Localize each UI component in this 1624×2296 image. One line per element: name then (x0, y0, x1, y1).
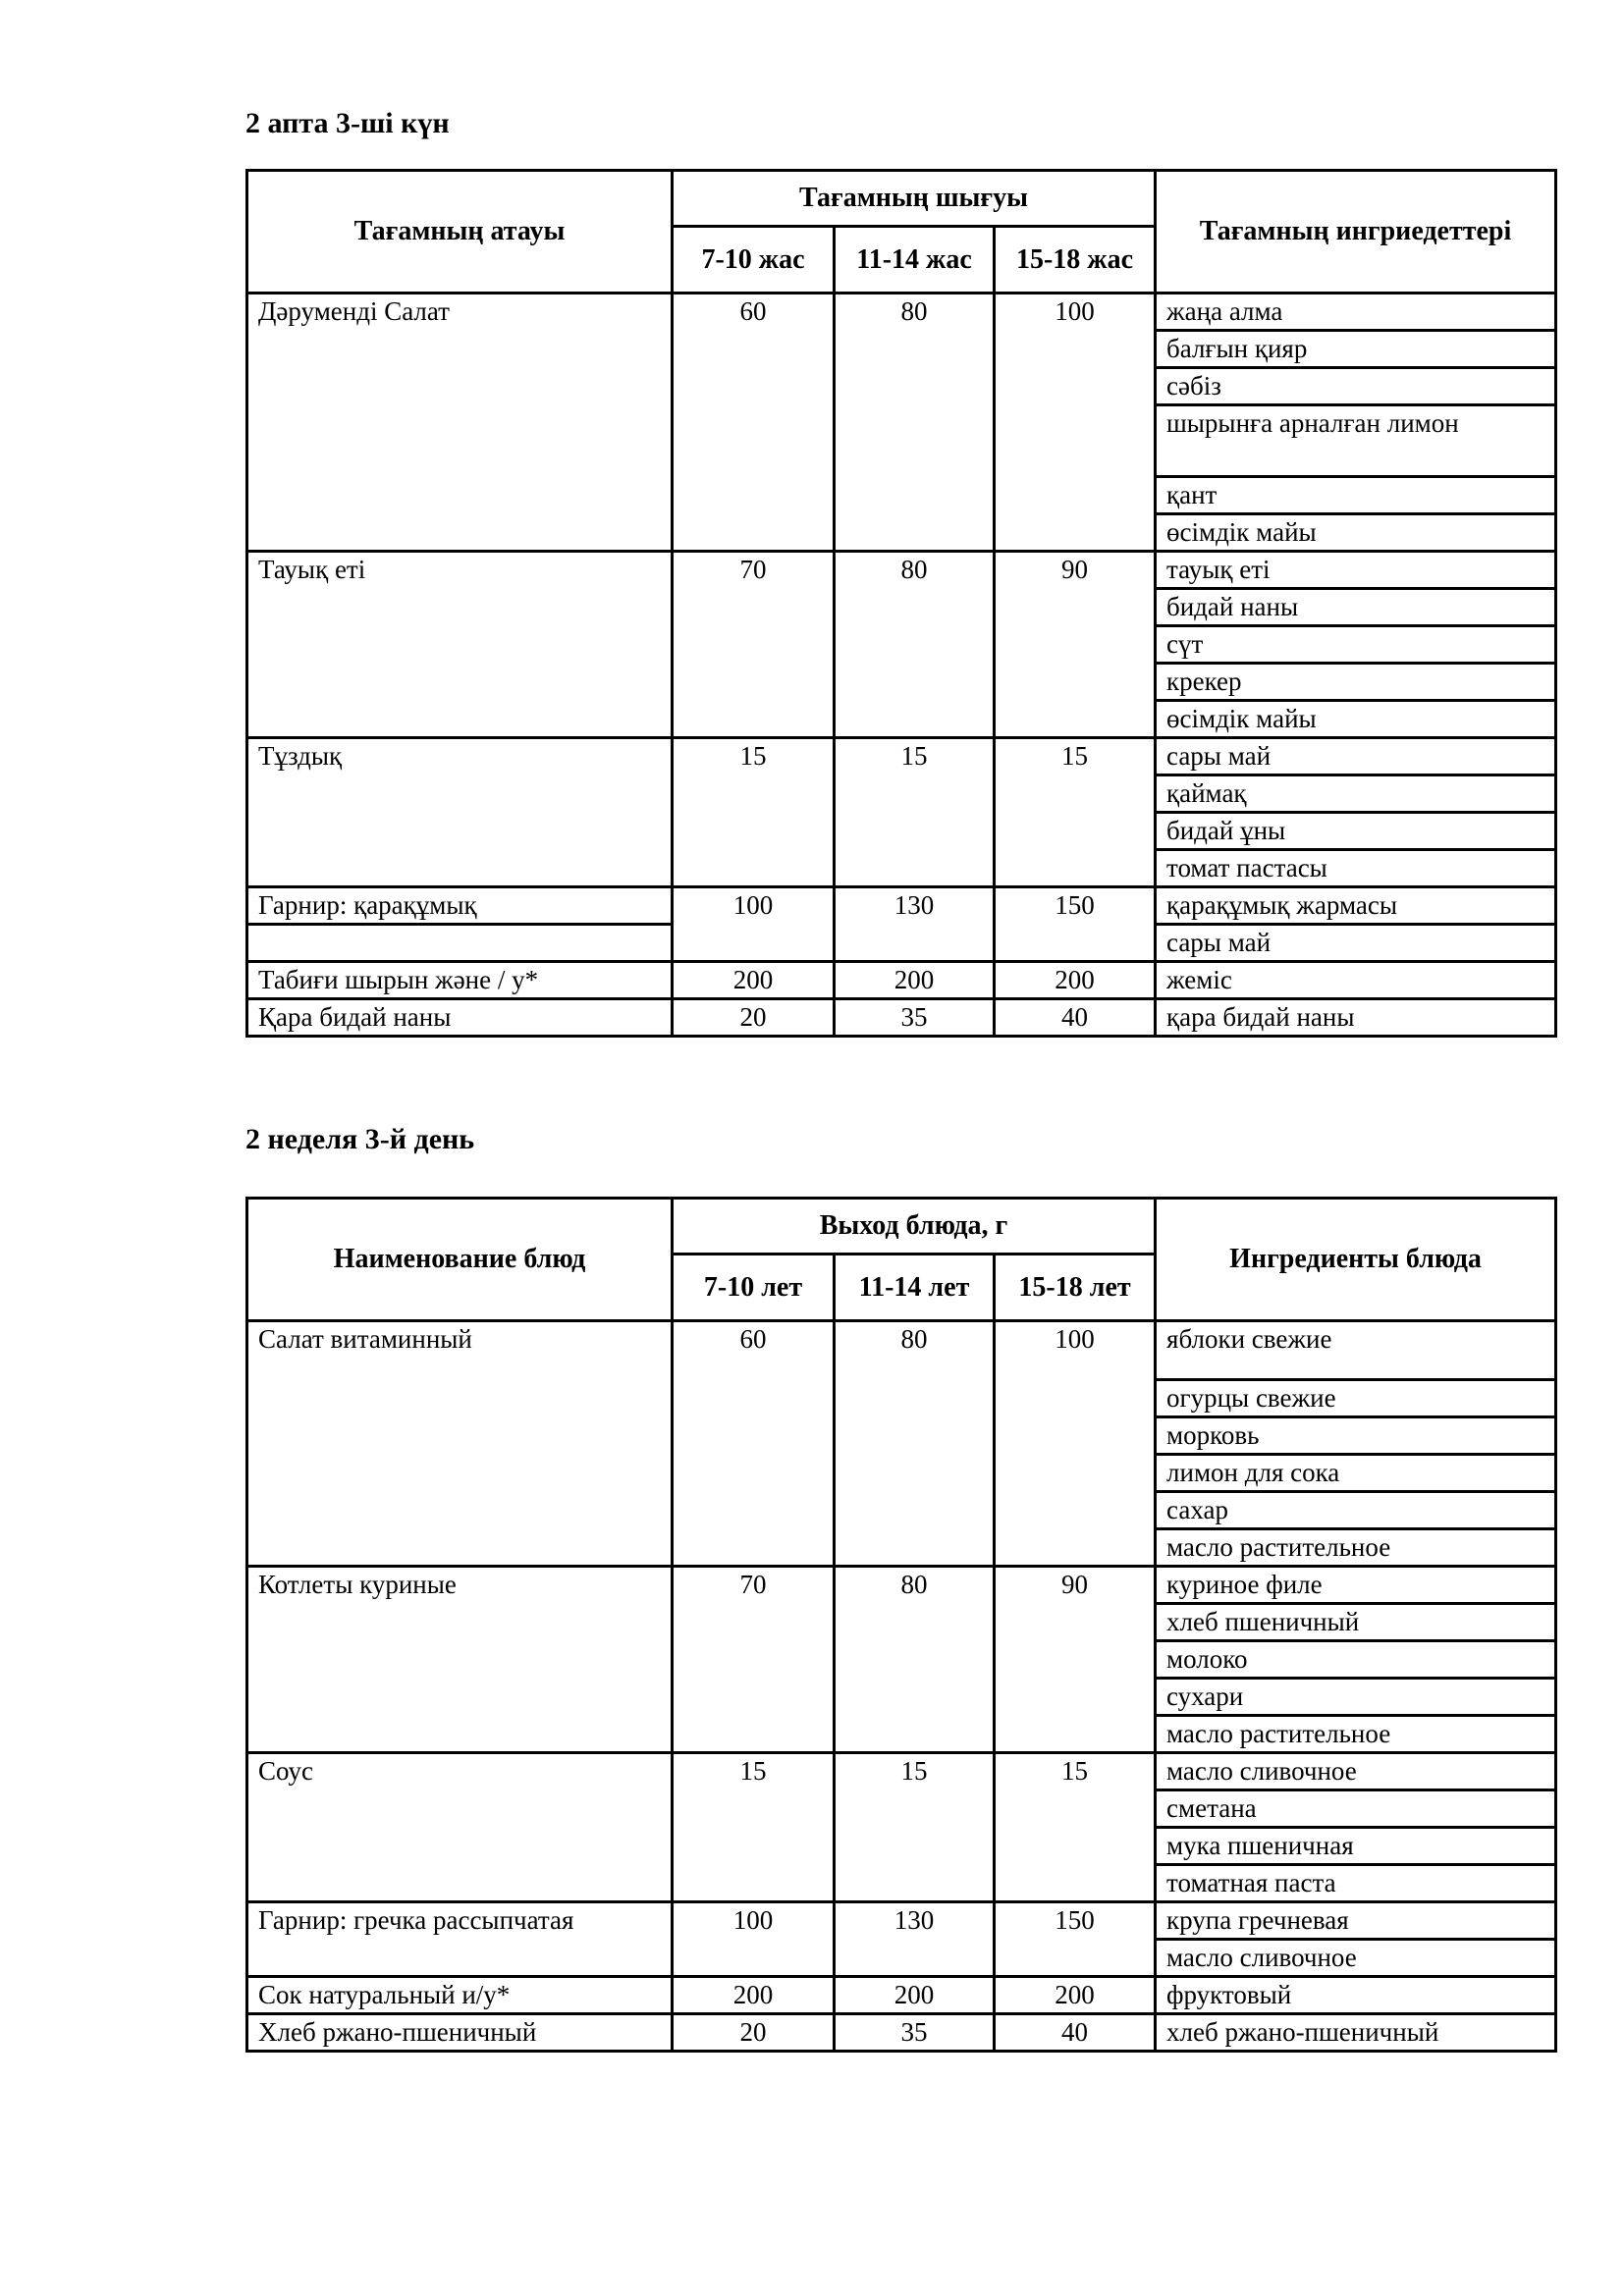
portion-cell: 150 (995, 887, 1156, 962)
dish-name-cell: Тауық еті (247, 552, 673, 738)
ingredient-cell: яблоки свежие (1156, 1321, 1556, 1380)
ingredient-cell: морковь (1156, 1417, 1556, 1455)
ingredient-cell: сәбіз (1156, 368, 1556, 405)
portion-cell: 90 (995, 1567, 1156, 1753)
portion-cell: 80 (835, 1567, 995, 1753)
section-heading: 2 апта 3-ші күн (245, 107, 450, 139)
portion-cell: 90 (995, 552, 1156, 738)
menu-table (245, 169, 1557, 1038)
dish-name-cell: Котлеты куриные (247, 1567, 673, 1753)
section-heading: 2 неделя 3-й день (245, 1123, 475, 1155)
portion-cell: 100 (673, 887, 835, 962)
portion-cell: 15 (995, 738, 1156, 887)
ingredient-cell: сметана (1156, 1790, 1556, 1828)
ingredient-cell: лимон для сока (1156, 1455, 1556, 1492)
ingredient-cell: хлеб пшеничный (1156, 1604, 1556, 1641)
ingredient-cell: хлеб ржано-пшеничный (1156, 2014, 1556, 2052)
dish-name-cell: Қара бидай наны (247, 999, 673, 1037)
header-row-top (247, 171, 1556, 227)
ingredient-cell: бидай наны (1156, 589, 1556, 626)
ingredient-row (247, 1753, 1556, 1790)
ingredient-cell: қара бидай наны (1156, 999, 1556, 1037)
ingredient-row (247, 999, 1556, 1037)
portion-cell: 15 (835, 1753, 995, 1902)
dish-name-header: Тағамның атауы (247, 171, 673, 294)
ingredient-cell: балғын қияр (1156, 331, 1556, 368)
portion-cell: 200 (835, 962, 995, 999)
portion-cell: 35 (835, 2014, 995, 2052)
ingredients-header: Ингредиенты блюда (1156, 1199, 1556, 1321)
dish-name-cell: Гарнир: қарақұмық (247, 887, 673, 925)
dish-name-empty-cell (247, 925, 673, 962)
portion-cell: 200 (673, 962, 835, 999)
age-header: 11-14 жас (835, 227, 995, 294)
ingredient-cell: крекер (1156, 664, 1556, 701)
ingredient-row (247, 1567, 1556, 1604)
portion-cell: 100 (673, 1902, 835, 1977)
portion-cell: 130 (835, 1902, 995, 1977)
portion-cell: 35 (835, 999, 995, 1037)
portion-cell: 200 (995, 1977, 1156, 2014)
dish-name-cell: Гарнир: гречка рассыпчатая (247, 1902, 673, 1977)
header-row-top (247, 1199, 1556, 1255)
portion-cell: 80 (835, 552, 995, 738)
ingredient-cell: шырынға арналған лимон (1156, 405, 1556, 477)
ingredient-cell: сары май (1156, 925, 1556, 962)
ingredient-cell: сухари (1156, 1679, 1556, 1716)
age-header: 7-10 лет (673, 1255, 835, 1321)
ingredient-cell: өсімдік майы (1156, 514, 1556, 552)
dish-name-header: Наименование блюд (247, 1199, 673, 1321)
portion-cell: 40 (995, 2014, 1156, 2052)
ingredient-cell: қант (1156, 477, 1556, 514)
ingredient-cell: өсімдік майы (1156, 701, 1556, 738)
portion-cell: 200 (995, 962, 1156, 999)
portion-cell: 15 (995, 1753, 1156, 1902)
ingredient-row (247, 1902, 1556, 1940)
ingredient-cell: огурцы свежие (1156, 1380, 1556, 1417)
ingredient-cell: томат пастасы (1156, 850, 1556, 887)
ingredient-cell: қарақұмық жармасы (1156, 887, 1556, 925)
portion-cell: 15 (835, 738, 995, 887)
portion-cell: 150 (995, 1902, 1156, 1977)
ingredient-cell: сүт (1156, 626, 1556, 664)
portion-cell: 60 (673, 1321, 835, 1567)
portion-cell: 80 (835, 294, 995, 552)
menu-table (245, 1197, 1557, 2053)
portion-cell: 60 (673, 294, 835, 552)
portion-cell: 70 (673, 552, 835, 738)
ingredient-cell: куриное филе (1156, 1567, 1556, 1604)
ingredient-cell: тауық еті (1156, 552, 1556, 589)
dish-name-cell: Хлеб ржано-пшеничный (247, 2014, 673, 2052)
portion-cell: 130 (835, 887, 995, 962)
portion-cell: 20 (673, 2014, 835, 2052)
ingredients-header: Тағамның ингриедеттері (1156, 171, 1556, 294)
age-header: 15-18 лет (995, 1255, 1156, 1321)
dish-name-cell: Дәруменді Салат (247, 294, 673, 552)
ingredient-cell: бидай ұны (1156, 813, 1556, 850)
portion-cell: 20 (673, 999, 835, 1037)
ingredient-cell: сахар (1156, 1492, 1556, 1529)
ingredient-row (247, 1977, 1556, 2014)
portion-cell: 200 (835, 1977, 995, 2014)
portion-cell: 70 (673, 1567, 835, 1753)
ingredient-cell: сары май (1156, 738, 1556, 775)
ingredient-cell: молоко (1156, 1641, 1556, 1679)
ingredient-cell: масло сливочное (1156, 1753, 1556, 1790)
ingredient-row (247, 962, 1556, 999)
ingredient-cell: жаңа алма (1156, 294, 1556, 331)
dish-name-cell: Салат витаминный (247, 1321, 673, 1567)
portion-cell: 40 (995, 999, 1156, 1037)
dish-name-cell: Сок натуральный и/у* (247, 1977, 673, 2014)
portion-cell: 15 (673, 1753, 835, 1902)
ingredient-row (247, 552, 1556, 589)
portion-cell: 80 (835, 1321, 995, 1567)
ingredient-cell: фруктовый (1156, 1977, 1556, 2014)
ingredient-cell: масло сливочное (1156, 1940, 1556, 1977)
portion-cell: 100 (995, 1321, 1156, 1567)
dish-name-cell: Табиғи шырын және / у* (247, 962, 673, 999)
portion-header: Тағамның шығуы (673, 171, 1156, 227)
portion-cell: 100 (995, 294, 1156, 552)
ingredient-cell: жеміс (1156, 962, 1556, 999)
ingredient-row (247, 1321, 1556, 1380)
portion-cell: 15 (673, 738, 835, 887)
ingredient-cell: масло растительное (1156, 1529, 1556, 1567)
dish-name-cell: Соус (247, 1753, 673, 1902)
portion-header: Выход блюда, г (673, 1199, 1156, 1255)
ingredient-cell: крупа гречневая (1156, 1902, 1556, 1940)
ingredient-cell: томатная паста (1156, 1865, 1556, 1902)
ingredient-row (247, 294, 1556, 331)
ingredient-cell: масло растительное (1156, 1716, 1556, 1753)
portion-cell: 200 (673, 1977, 835, 2014)
dish-name-cell: Тұздық (247, 738, 673, 887)
age-header: 7-10 жас (673, 227, 835, 294)
ingredient-row (247, 2014, 1556, 2052)
age-header: 11-14 лет (835, 1255, 995, 1321)
ingredient-cell: мука пшеничная (1156, 1828, 1556, 1865)
age-header: 15-18 жас (995, 227, 1156, 294)
ingredient-row (247, 887, 1556, 925)
ingredient-cell: қаймақ (1156, 775, 1556, 813)
ingredient-row (247, 738, 1556, 775)
